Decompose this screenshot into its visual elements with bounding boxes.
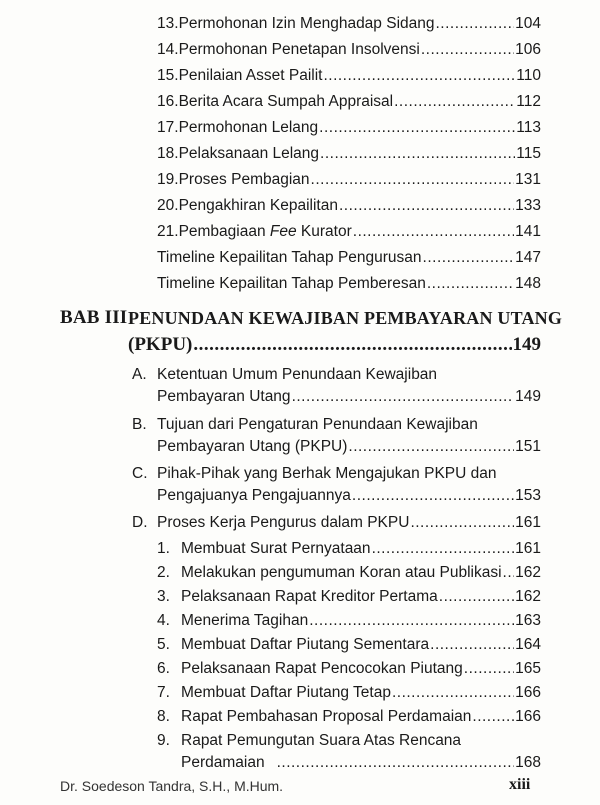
leader-dots (423, 248, 515, 268)
sub-item-title: Pelaksanaan Rapat Pencocokan Piutang (181, 660, 463, 677)
entry-page: 147 (515, 249, 541, 266)
section-title-cont: Pembayaran Utang (157, 388, 291, 405)
sub-item-title: Rapat Pembahasan Proposal Perdamaian (181, 708, 472, 725)
section-title-cont: Pengajuanya Pengajuannya (157, 487, 351, 504)
entry-page: 113 (516, 119, 541, 136)
entry-number: 18. (157, 145, 179, 162)
toc-entry (157, 196, 541, 216)
entry-number: 16. (157, 93, 179, 110)
sub-item-entry (181, 587, 541, 607)
chapter-title: PENUNDAAN KEWAJIBAN PEMBAYARAN UTANG (128, 308, 563, 328)
sub-item-title: Membuat Surat Pernyataan (181, 540, 371, 557)
sub-item-title-cont: Perdamaian (181, 754, 265, 771)
entry-page: 110 (516, 67, 541, 84)
leader-dots (472, 707, 514, 727)
toc-entry (157, 118, 541, 138)
toc-entry (157, 222, 541, 242)
entry-page: 104 (515, 15, 541, 32)
sub-item-number: 5. (157, 636, 170, 653)
entry-title-part: Pembagiaan (178, 223, 270, 240)
section-entry (157, 513, 541, 533)
section-title: Ketentuan Umum Penundaan Kewajiban (157, 366, 438, 383)
sub-item-number: 4. (157, 612, 170, 629)
entry-number: 14. (157, 41, 179, 58)
section-page: 153 (515, 487, 541, 504)
entry-page: 106 (515, 41, 541, 58)
footer-author: Dr. Soedeson Tandra, S.H., M.Hum. (60, 778, 284, 794)
section-page: 161 (515, 514, 541, 531)
sub-item-page: 165 (515, 660, 541, 677)
sub-item-entry (181, 539, 541, 559)
sub-item-title: Menerima Tagihan (181, 612, 309, 629)
chapter-title-short: (PKPU) (128, 334, 193, 355)
toc-entry (157, 66, 541, 86)
sub-item-title: Membuat Daftar Piutang Tetap (181, 684, 391, 701)
leader-dots (353, 222, 514, 242)
sub-item-page: 162 (515, 588, 541, 605)
entry-number: 17. (157, 119, 179, 136)
leader-dots (339, 196, 514, 216)
leader-dots (421, 40, 514, 60)
sub-item-number: 3. (157, 588, 170, 605)
leader-dots (464, 659, 514, 679)
sub-item-page: 166 (515, 684, 541, 701)
section-title: Tujuan dari Pengaturan Penundaan Kewajiban (157, 416, 478, 433)
entry-title (179, 222, 352, 242)
entry-title: Berita Acara Sumpah Appraisal (178, 93, 394, 110)
entry-page: 131 (515, 171, 541, 188)
entry-number: 21. (157, 223, 179, 240)
leader-dots (372, 539, 515, 559)
leader-dots (348, 437, 514, 457)
section-page: 149 (515, 388, 541, 405)
entry-title: Permohonan Izin Menghadap Sidang (178, 15, 435, 32)
entry-title: Timeline Kepailitan Tahap Pemberesan (157, 275, 426, 292)
toc-entry (157, 274, 541, 294)
chapter-page: 149 (512, 334, 541, 355)
entry-number: 13. (157, 15, 179, 32)
leader-dots (427, 274, 514, 294)
sub-item-entry (181, 707, 541, 727)
toc-entry (157, 14, 541, 34)
entry-number: 20. (157, 197, 179, 214)
sub-item-entry (181, 611, 541, 631)
sub-item-entry (181, 659, 541, 679)
toc-entry (157, 92, 541, 112)
sub-item-entry (181, 563, 541, 583)
entry-title: Proses Pembagian (178, 171, 310, 188)
sub-item-number: 6. (157, 660, 170, 677)
sub-item-page: 166 (515, 708, 541, 725)
leader-dots (323, 66, 515, 86)
sub-item-title: Membuat Daftar Piutang Sementara (181, 636, 430, 653)
toc-entry (157, 248, 541, 268)
entry-page: 141 (515, 223, 541, 240)
entry-title: Penilaian Asset Pailit (178, 67, 323, 84)
section-letter: A. (132, 366, 147, 383)
sub-item-number: 2. (157, 564, 170, 581)
entry-title: Timeline Kepailitan Tahap Pengurusan (157, 249, 422, 266)
sub-item-entry (181, 683, 541, 703)
leader-dots (309, 611, 514, 631)
sub-item-number: 1. (157, 540, 170, 557)
leader-dots (320, 144, 515, 164)
leader-dots (439, 587, 514, 607)
leader-dots (436, 14, 515, 34)
chapter-title-line2 (128, 333, 541, 357)
leader-dots (193, 333, 511, 357)
entry-title: Pelaksanaan Lelang (178, 145, 320, 162)
section-title: Pihak-Pihak yang Berhak Mengajukan PKPU dan (157, 465, 497, 482)
entry-title: Permohonan Penetapan Insolvensi (178, 41, 420, 58)
entry-page: 148 (515, 275, 541, 292)
section-page: 151 (515, 438, 541, 455)
leader-dots (430, 635, 514, 655)
leader-dots (311, 170, 515, 190)
sub-item-number: 8. (157, 708, 170, 725)
section-entry (157, 437, 541, 457)
entry-title: Permohonan Lelang (178, 119, 319, 136)
toc-entry (157, 40, 541, 60)
entry-number: 19. (157, 171, 179, 188)
section-entry (157, 486, 541, 506)
section-entry (157, 387, 541, 407)
section-letter: D. (132, 514, 148, 531)
entry-page: 115 (516, 145, 541, 162)
sub-item-entry (181, 753, 541, 773)
leader-dots (292, 387, 515, 407)
entry-title: Pengakhiran Kepailitan (178, 197, 338, 214)
toc-entry (157, 144, 541, 164)
sub-item-page: 168 (515, 754, 541, 771)
sub-item-page: 163 (515, 612, 541, 629)
sub-item-page: 161 (515, 540, 541, 557)
entry-title-part: Kurator (296, 223, 352, 240)
sub-item-number: 9. (157, 732, 170, 749)
sub-item-title: Rapat Pemungutan Suara Atas Rencana (181, 732, 462, 749)
footer-page-number: xiii (509, 776, 531, 793)
entry-number: 15. (157, 67, 179, 84)
sub-item-number: 7. (157, 684, 170, 701)
entry-title-italic: Fee (269, 223, 297, 240)
section-title: Proses Kerja Pengurus dalam PKPU (157, 514, 410, 531)
leader-dots (392, 683, 514, 703)
sub-item-title: Pelaksanaan Rapat Kreditor Pertama (181, 588, 438, 605)
sub-item-entry (181, 635, 541, 655)
sub-item-title: Melakukan pengumuman Koran atau Publikasi (181, 564, 502, 581)
leader-dots (503, 563, 515, 583)
toc-entry (157, 170, 541, 190)
section-letter: C. (132, 465, 148, 482)
section-letter: B. (132, 416, 147, 433)
leader-dots (410, 513, 514, 533)
sub-item-page: 162 (515, 564, 541, 581)
leader-dots (352, 486, 514, 506)
entry-page: 133 (515, 197, 541, 214)
section-title-cont: Pembayaran Utang (PKPU) (157, 438, 348, 455)
leader-dots (394, 92, 515, 112)
leader-dots (277, 753, 515, 773)
chapter-label: BAB III (60, 307, 128, 328)
sub-item-page: 164 (515, 636, 541, 653)
entry-page: 112 (516, 93, 541, 110)
leader-dots (319, 118, 515, 138)
